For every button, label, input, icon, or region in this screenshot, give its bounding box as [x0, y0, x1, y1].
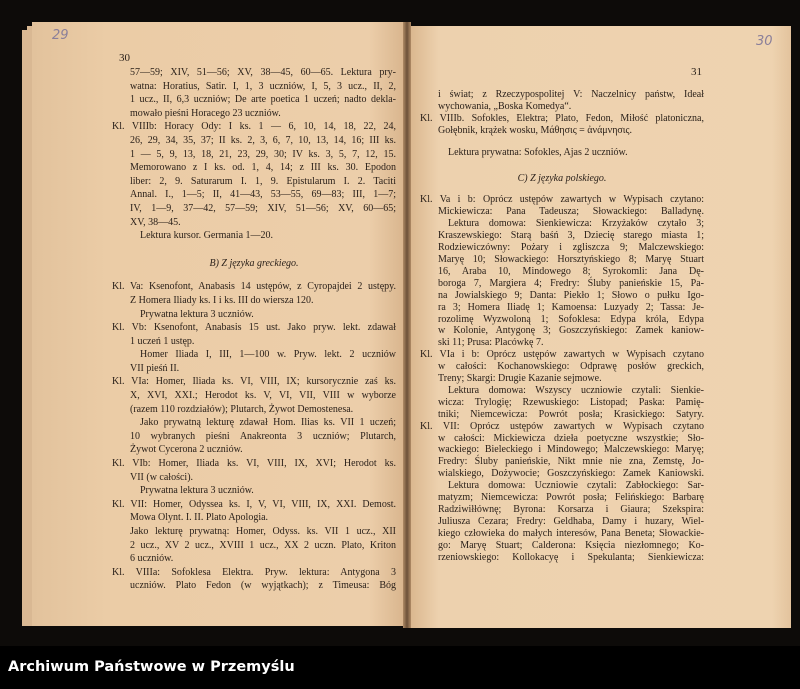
text-line: w całości: Mickiewicza dzieła poetyczne wszystkie; Sło- — [438, 432, 704, 444]
book-gutter — [403, 22, 411, 628]
text-line: Prywatna lektura 3 uczniów. — [140, 308, 254, 320]
text-line: Kl. Vb: Ksenofont, Anabasis 15 ust. Jako pryw. lekt. zdawał — [112, 322, 396, 334]
text-line: Juliusza Cezara; Fredry: Geldhaba, Damy i huzary, Wiel- — [438, 515, 704, 527]
text-line: wicza: Trylogię; Rzewuskiego: Listopad; Paska: Pamię- — [438, 396, 704, 408]
text-line: ski 11; Prusa: Placówkę 7. — [438, 337, 544, 349]
text-line: Treny; Skargi: Drugie Kazanie sejmowe. — [438, 373, 602, 385]
page-number-left: 30 — [119, 52, 130, 64]
text-line: Kl. VII: Oprócz ustępów zawartych w Wypisach czytano — [420, 420, 704, 432]
text-line: Mickiewicza: Pana Tadeusza; Słowackiego: Balladynę. — [438, 206, 704, 218]
text-line: (razem 110 rozdziałów); Plutarch, Żywot Demostenesa. — [130, 403, 354, 415]
spacer — [112, 243, 396, 257]
text-line: Annal. I., 1—5; II, 41—43, 53—55, 69—83; III, 1—7; — [130, 189, 396, 201]
text-line: VII (w całości). — [130, 471, 194, 483]
text-line: 26, 29, 34, 35, 37; II ks. 2, 3, 6, 7, 10, 13, 14, 16; III ks. — [130, 134, 396, 146]
text-line: 1 uczeń 1 ustęp. — [130, 335, 195, 347]
text-line: 6 uczniów. — [130, 553, 174, 565]
text-line: w całości: Kochanowskiego: Odprawę posłów greckich, — [438, 361, 704, 373]
text-line: Kl. VIIIb: Horacy Ody: I ks. 1 — 6, 10, 14, 18, 22, 24, — [112, 121, 396, 133]
text-line: go: Maryę Stuart; Calderona: Księcia niezłomnego; Ko- — [438, 539, 704, 551]
text-line: Kl. VIa i b: Oprócz ustępów zawartych w Wypisach czytano — [420, 349, 704, 361]
spacer — [420, 137, 704, 147]
pen-note-right: 30 — [756, 34, 773, 49]
text-line: rozolimę Wyzwoloną 1; Sofoklesa: Edypa króla, Edypa — [438, 313, 704, 325]
text-line: rzeniowskiego: Kollokacyę i Spekulanta; Sienkiewicza: — [438, 551, 704, 563]
text-line: Lektura domowa: Sienkiewicza: Krzyżaków czytało 3; — [448, 218, 704, 230]
text-line: kiego człowieka do małych interesów, Pana Beneta; Słowackie- — [438, 527, 704, 539]
text-line: Żywot Cycerona 2 uczniów. — [130, 444, 243, 456]
right-page-text — [420, 89, 704, 564]
archive-name: Archiwum Państwowe w Przemyślu — [8, 659, 295, 675]
text-line: Kraszewskiego: Starą baśń 3, Dziecię starego miasta 1; — [438, 230, 704, 242]
text-line: mowało pieśni Horacego 23 uczniów. — [130, 107, 281, 119]
text-line: Lektura domowa: Wszyscy uczniowie czytali: Sienkie- — [448, 384, 704, 396]
text-line: wychowania, „Boska Komedya“. — [438, 100, 572, 112]
text-line: X, XVI, XXI.; Herodot ks. V, VI, VII, VIII w wyborze — [130, 390, 396, 402]
text-line: ra 3; Homera Iliadę 1; Kamoensa: Luzyady 2; Tassa: Je- — [438, 301, 704, 313]
text-line: Kl. Va i b: Oprócz ustępów zawartych w Wypisach czytano: — [420, 194, 704, 206]
section-heading: B) Z języka greckiego. — [209, 257, 299, 269]
text-line: 57—59; XIV, 51—56; XV, 38—45, 60—65. Lektura pry- — [130, 67, 396, 78]
text-line: Kl. VII: Homer, Odyssea ks. I, V, VI, VIII, IX, XXI. Demost. — [112, 498, 396, 510]
archive-footer — [0, 646, 800, 689]
text-line: na Jowialskiego 9; Danta: Piekło 1; Słowo o pułku Igo- — [438, 289, 704, 301]
text-line: boroga 7, Margiera 4; Fredry: Śluby panieńskie 15, Pa- — [438, 277, 704, 289]
text-line: Lektura kursor. Germania 1—20. — [140, 230, 274, 242]
text-line: 1 ucz., II, 6,3 uczniów; De arte poetica 1 uczeń; nadto dekla- — [130, 94, 396, 106]
text-line: Mowa Olynt. I. II. Plato Apologia. — [130, 512, 269, 524]
text-line: Rodziewiczówny: Pożary i zgliszcza 9; Malczewskiego: — [438, 242, 704, 254]
left-page-text — [112, 66, 396, 593]
text-line: 1 — 5, 9, 13, 18, 21, 23, 29, 30; IV ks. 3, 5, 7, 12, 15. — [130, 148, 396, 160]
text-line: wackiego: Bieleckiego i Mindowego; Malczewskiego: Maryę; — [438, 444, 704, 456]
text-line: watna: Horatius, Satir. I, 1, 3 uczniów, I, 5, 3 ucz., II, 2, — [130, 80, 396, 92]
text-line: Prywatna lektura 3 uczniów. — [140, 485, 254, 497]
section-heading: C) Z języka polskiego. — [517, 172, 607, 184]
text-line: Kl. Va: Ksenofont, Anabasis 14 ustępów, z Cyropajdei 2 ustępy. — [112, 281, 396, 293]
text-line: XV, 38—45. — [130, 216, 181, 228]
spacer — [112, 270, 396, 280]
text-line: liber: 2, 9. Saturarum I. 1, 9. Epistularum I. 2. Taciti — [130, 175, 396, 187]
spacer — [420, 159, 704, 173]
text-line: Memorowano z I ks. od. 1, 4, 14; z III ks. 30. Epodon — [130, 162, 396, 174]
text-line: Jako lekturę prywatną: Homer, Odyss. ks. VII 1 ucz., XII — [130, 526, 396, 537]
text-line: Kl. VIa: Homer, Iliada ks. VI, VIII, IX; kursorycznie zaś ks. — [112, 376, 396, 388]
text-line: Radziwiłłównę; Byrona: Korsarza i Giaura; Szekspira: — [438, 504, 704, 515]
text-line: Kl. VIIIb. Sofokles, Elektra; Plato, Fedon, Miłość platoniczna, — [420, 112, 704, 124]
text-line: 2 ucz., XV 2 ucz., XVIII 1 ucz., XX 2 uczn. Plato, Kriton — [130, 539, 396, 551]
text-line: uczniów. Plato Fedon (w wyjątkach); z Timeusa: Bóg — [130, 580, 396, 592]
text-line: IV, 1—9, 37—42, 57—59; XIV, 51—56; XV, 60—65; — [130, 202, 396, 214]
text-line: Homer Iliada I, III, 1—100 w. Pryw. lekt. 2 uczniów — [140, 349, 396, 361]
text-line: 16, Araba 10, Mindowego 8; Syrokomli: Jana Dę- — [438, 265, 704, 277]
spacer — [420, 184, 704, 194]
text-line: Z Homera Iliady ks. I i ks. III do wiersza 120. — [130, 294, 314, 306]
text-line: Fredry: Śluby panieńskie, Nikt mnie nie zna, Zemstę, Jo- — [438, 456, 704, 468]
text-line: tniki; Niemcewicza: Powrót posła; Krasickiego: Satyry. — [438, 408, 704, 420]
text-line: Lektura domowa: Uczniowie czytali: Zabłockiego: Sar- — [448, 480, 704, 492]
text-line: Kl. VIIIa: Sofoklesa Elektra. Pryw. lektura: Antygona 3 — [112, 566, 396, 578]
text-line: Gołębnik, krążek wosku, Μάθησις = ἀνάμνησις. — [438, 124, 632, 136]
text-line: w Kolonie, Antygonę 3; Goszczyńskiego: Zamek kaniow- — [438, 325, 704, 337]
text-line: VII pieśń II. — [130, 362, 180, 374]
text-line: i świat; z Rzeczypospolitej V: Naczelnicy państw, Ideał — [438, 89, 704, 100]
text-line: Lektura prywatna: Sofokles, Ajas 2 uczniów. — [448, 146, 628, 158]
text-line: Kl. VIb: Homer, Iliada ks. VI, VIII, IX, XVI; Herodot ks. — [112, 458, 396, 470]
page-number-right: 31 — [691, 66, 702, 78]
text-line: matyzm; Niemcewicza: Powrót posła; Felińskiego: Barbarę — [438, 492, 704, 504]
text-line: Maryę 10; Słowackiego: Horsztyńskiego 8; Maryę Stuart — [438, 253, 704, 265]
text-line: 10 wybranych pieśni Anakreonta 3 uczniów; Plutarch, — [130, 430, 396, 442]
text-line: wialskiego, Dożywocie; Goszczyńskiego: Zamek Kaniowski. — [438, 468, 704, 480]
text-line: Jako prywatną lekturę zdawał Hom. Ilias ks. VII 1 uczeń; — [140, 417, 396, 429]
pen-note-left: 29 — [52, 28, 69, 43]
